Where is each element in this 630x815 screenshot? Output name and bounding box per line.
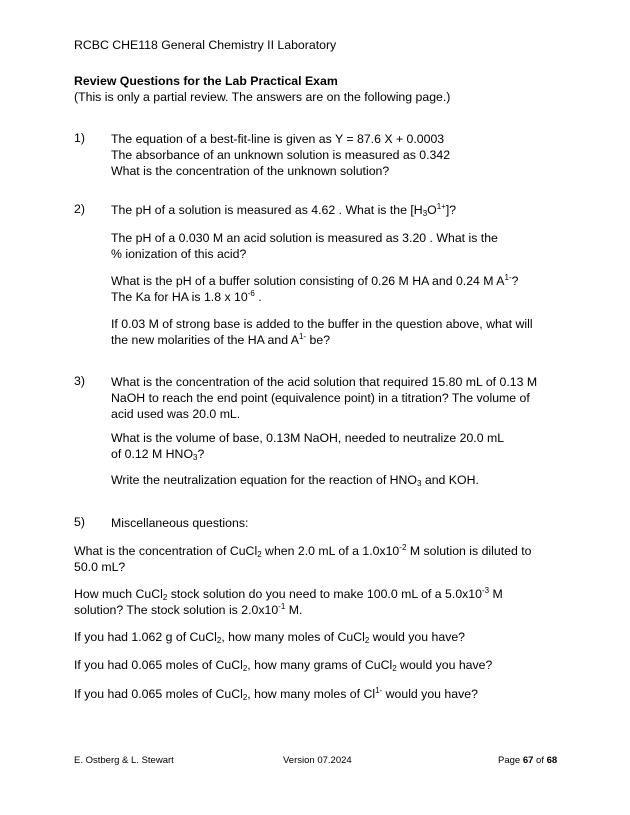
question-2d: If 0.03 M of strong base is added to the buffer in the question above, what will the new molarities of the HA and $A^{1-}$ be?	[111, 317, 533, 347]
footer-version: Version 07.2024	[283, 755, 352, 766]
footer-authors: E. Ostberg & L. Stewart	[74, 755, 174, 766]
misc-question-5: If you had 0.065 moles of CuCl$_2$, how many moles of $Cl^{1-}$ would you have?	[74, 686, 478, 702]
question-5-title: Miscellaneous questions:	[111, 516, 249, 530]
misc-question-2: How much CuCl$_2$ stock solution do you need to make 100.0 mL of a $5.0x10^{-3}$ M solution? The stock solution is $2.0x10^{-1}$ M.	[74, 586, 503, 617]
question-1-line-1: The equation of a best-fit-line is given as Y = 87.6 X + 0.0003	[111, 132, 445, 146]
question-3c: Write the neutralization equation for the reaction of $HNO_3$ and KOH.	[111, 473, 479, 488]
question-2a: The pH of a solution is measured as 4.62 . What is the $[H_3O^{1+}]$?	[111, 202, 457, 218]
document-header: RCBC CHE118 General Chemistry II Laboratory	[74, 38, 337, 52]
question-3b: What is the volume of base, 0.13M NaOH, needed to neutralize 20.0 mL of 0.12 M $HNO_3$?	[111, 431, 505, 462]
question-1-number: 1)	[74, 131, 85, 145]
question-1-text	[111, 131, 561, 179]
question-3a: What is the concentration of the acid solution that required 15.80 mL of 0.13 M NaOH to reach the end point (equivalence point) in a titration? The volume of acid used was 20.0 mL.	[111, 375, 538, 421]
review-title: Review Questions for the Lab Practical Exam	[74, 74, 338, 88]
question-2-number: 2)	[74, 202, 85, 216]
question-2c: What is the pH of a buffer solution consisting of 0.26 M HA and 0.24 M $A^{1-}$? The Ka for HA is 1.8 x $10^{-6}$ .	[111, 273, 519, 304]
misc-question-4: If you had 0.065 moles of CuCl$_2$, how many grams of CuCl$_2$ would you have?	[74, 658, 493, 673]
question-1-line-3: What is the concentration of the unknown solution?	[111, 164, 390, 178]
footer-page-number: Page 67 of 68	[498, 755, 558, 766]
misc-question-1: What is the concentration of CuCl$_2$ when 2.0 mL of a $1.0x10^{-2}$ M solution is diluted to 50.0 mL?	[74, 543, 532, 574]
review-subtitle: (This is only a partial review. The answers are on the following page.)	[74, 90, 451, 104]
question-1-line-2: The absorbance of an unknown solution is measured as 0.342	[111, 148, 451, 162]
misc-question-3: If you had 1.062 g of CuCl$_2$, how many moles of CuCl$_2$ would you have?	[74, 630, 466, 645]
question-2b: The pH of a 0.030 M an acid solution is measured as 3.20 . What is the % ionization of this acid?	[111, 231, 498, 261]
question-3-number: 3)	[74, 374, 85, 388]
question-5-number: 5)	[74, 515, 85, 529]
